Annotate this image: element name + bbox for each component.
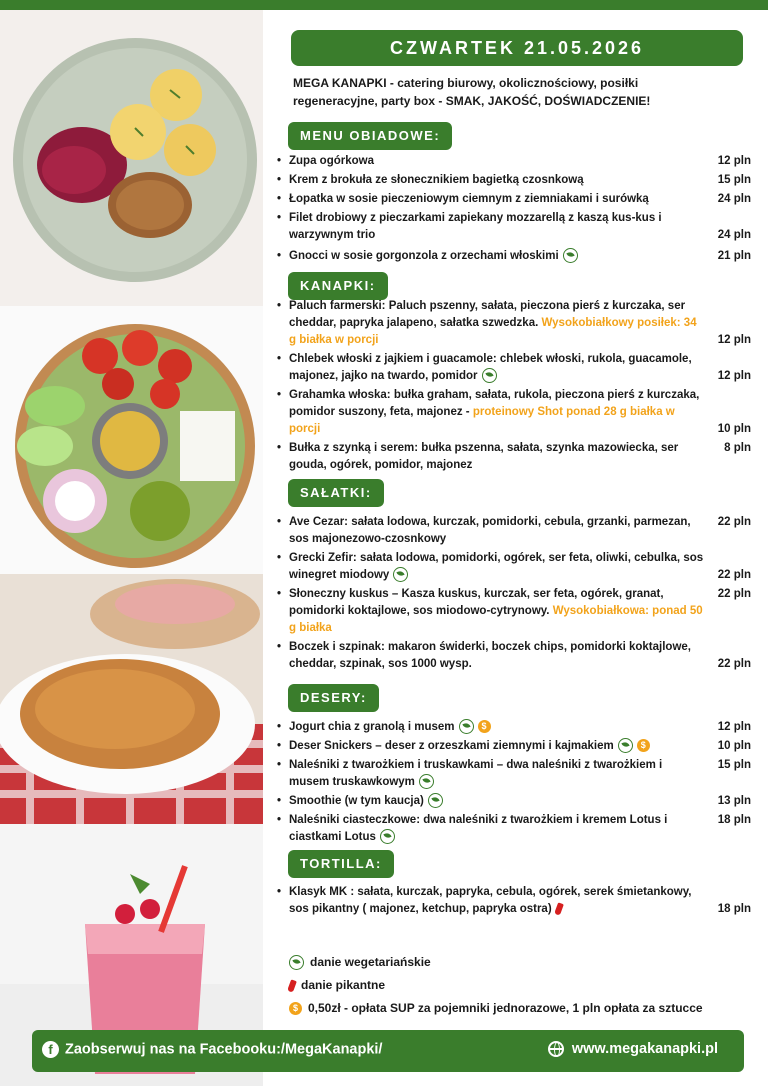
leaf-icon — [482, 368, 497, 383]
legend-spicy: danie pikantne — [289, 978, 385, 992]
list-item: • Zupa ogórkowa 12 pln — [277, 153, 757, 170]
leaf-icon — [428, 793, 443, 808]
price: 10 pln — [717, 423, 751, 435]
leaf-icon — [289, 955, 304, 970]
menu-content — [263, 10, 768, 1086]
list-kanapki — [277, 298, 757, 476]
price: 15 pln — [717, 174, 751, 186]
leaf-icon — [459, 719, 474, 734]
leaf-icon — [618, 738, 633, 753]
leaf-icon — [380, 829, 395, 844]
list-item: • Ave Cezar: sałata lodowa, kurczak, pomidorki, cebula, grzanki, parmezan, sos majonezowo-czosnkowy 22 pln — [277, 514, 757, 548]
list-item: • Deser Snickers – deser z orzeszkami ziemnymi i kajmakiem $ 10 pln — [277, 738, 757, 755]
price: 18 pln — [717, 814, 751, 826]
list-item: • Krem z brokuła ze słonecznikiem bagietką czosnkową 15 pln — [277, 172, 757, 189]
section-label-salatki: SAŁATKI: — [288, 479, 384, 507]
protein-highlight: proteinowy Shot ponad 28 g białka w porcji — [289, 406, 675, 435]
footer — [32, 1030, 744, 1072]
price: 12 pln — [717, 721, 751, 733]
protein-highlight: Wysokobiałkowy posiłek: 34 g białka w porcji — [289, 317, 697, 346]
leaf-icon — [393, 567, 408, 582]
photo-salad-bowl — [0, 306, 263, 574]
photo-bigos — [0, 574, 263, 824]
facebook-link[interactable]: f Zaobserwuj nas na Facebooku:/MegaKanapki/ — [42, 1041, 382, 1058]
price: 10 pln — [717, 740, 751, 752]
list-item: • Łopatka w sosie pieczeniowym ciemnym z ziemniakami i surówką 24 pln — [277, 191, 757, 208]
list-item: • Grecki Zefir: sałata lodowa, pomidorki, ogórek, ser feta, oliwki, cebulka, sos winegret miodowy 22 pln — [277, 550, 757, 584]
list-tortilla — [277, 884, 757, 920]
facebook-icon: f — [42, 1041, 59, 1058]
pepper-icon — [287, 979, 297, 992]
list-item: • Boczek i szpinak: makaron świderki, boczek chips, pomidorki koktajlowe, cheddar, szpinak, sos 1000 wysp. 22 pln — [277, 639, 757, 673]
globe-icon — [548, 1041, 564, 1057]
list-item: • Chlebek włoski z jajkiem i guacamole: chlebek włoski, rukola, guacamole, majonez, jajko na twardo, pomidor 12 pln — [277, 351, 757, 385]
list-item: • Gnocci w sosie gorgonzola z orzechami włoskimi 21 pln — [277, 248, 757, 265]
coin-icon: $ — [478, 720, 491, 733]
section-label-kanapki: KANAPKI: — [288, 272, 388, 300]
intro-text: MEGA KANAPKI - catering biurowy, okolicznościowy, posiłki regeneracyjne, party box - SMAK, JAKOŚĆ, DOŚWIADCZENIE! — [293, 76, 651, 108]
price: 13 pln — [717, 795, 751, 807]
list-item: • Klasyk MK : sałata, kurczak, papryka, cebula, ogórek, serek śmietankowy, sos pikantny ( majonez, ketchup, papryka ostra) 18 pln — [277, 884, 757, 918]
price: 12 pln — [717, 370, 751, 382]
list-item: • Filet drobiowy z pieczarkami zapiekany mozzarellą z kaszą kus-kus i warzywnym trio 24 pln — [277, 210, 757, 244]
list-item: • Smoothie (w tym kaucja) 13 pln — [277, 793, 757, 810]
legend-sup: $ 0,50zł - opłata SUP za pojemniki jednorazowe, 1 pln opłata za sztucce — [289, 1001, 703, 1015]
price: 12 pln — [717, 334, 751, 346]
price: 21 pln — [717, 250, 751, 262]
top-bar — [0, 0, 768, 10]
pepper-icon — [554, 902, 564, 915]
price: 24 pln — [717, 193, 751, 205]
list-salatki — [277, 514, 757, 675]
list-obiadowe — [277, 153, 757, 267]
list-item: • Naleśniki ciasteczkowe: dwa naleśniki z twarożkiem i kremem Lotus i ciastkami Lotus 18 pln — [277, 812, 757, 846]
price: 22 pln — [717, 658, 751, 670]
list-desery — [277, 719, 757, 848]
section-label-desery: DESERY: — [288, 684, 379, 712]
price: 15 pln — [717, 759, 751, 771]
price: 18 pln — [717, 903, 751, 915]
list-item: • Naleśniki z twarożkiem i truskawkami – dwa naleśniki z twarożkiem i musem truskawkowym 15 pln — [277, 757, 757, 791]
list-item: • Bułka z szynką i serem: bułka pszenna, sałata, szynka mazowiecka, ser gouda, ogórek, pomidor, majonez 8 pln — [277, 440, 757, 474]
price: 24 pln — [717, 229, 751, 241]
price: 22 pln — [717, 569, 751, 581]
price: 8 pln — [724, 442, 751, 454]
section-label-obiadowe: MENU OBIADOWE: — [288, 122, 452, 150]
coin-icon: $ — [289, 1002, 302, 1015]
list-item: • Słoneczny kuskus – Kasza kuskus, kurczak, ser feta, ogórek, granat, pomidorki koktajlowe, sos miodowo-cytrynowy. Wysokobiałkowa: ponad 50 g białka 22 pln — [277, 586, 757, 637]
price: 12 pln — [717, 155, 751, 167]
date-banner: CZWARTEK 21.05.2026 — [291, 30, 743, 66]
photo-column — [0, 10, 263, 1086]
website-link[interactable]: www.megakanapki.pl — [548, 1041, 718, 1057]
protein-highlight: Wysokobiałkowa: ponad 50 g białka — [289, 605, 703, 634]
leaf-icon — [419, 774, 434, 789]
legend-vegetarian: danie wegetariańskie — [289, 955, 431, 970]
leaf-icon — [563, 248, 578, 263]
price: 22 pln — [717, 516, 751, 528]
price: 22 pln — [717, 588, 751, 600]
list-item: • Grahamka włoska: bułka graham, sałata, rukola, pieczona pierś z kurczaka, pomidor suszony, feta, majonez - proteinowy Shot ponad 28 g białka w porcji 10 pln — [277, 387, 757, 438]
section-label-tortilla: TORTILLA: — [288, 850, 394, 878]
list-item: • Paluch farmerski: Paluch pszenny, sałata, pieczona pierś z kurczaka, ser cheddar, papryka jalapeno, sałatka szwedzka. Wysokobiałkowy posiłek: 34 g białka w porcji 12 pln — [277, 298, 757, 349]
photo-dinner-plate — [0, 10, 263, 306]
coin-icon: $ — [637, 739, 650, 752]
list-item: • Jogurt chia z granolą i musem $ 12 pln — [277, 719, 757, 736]
